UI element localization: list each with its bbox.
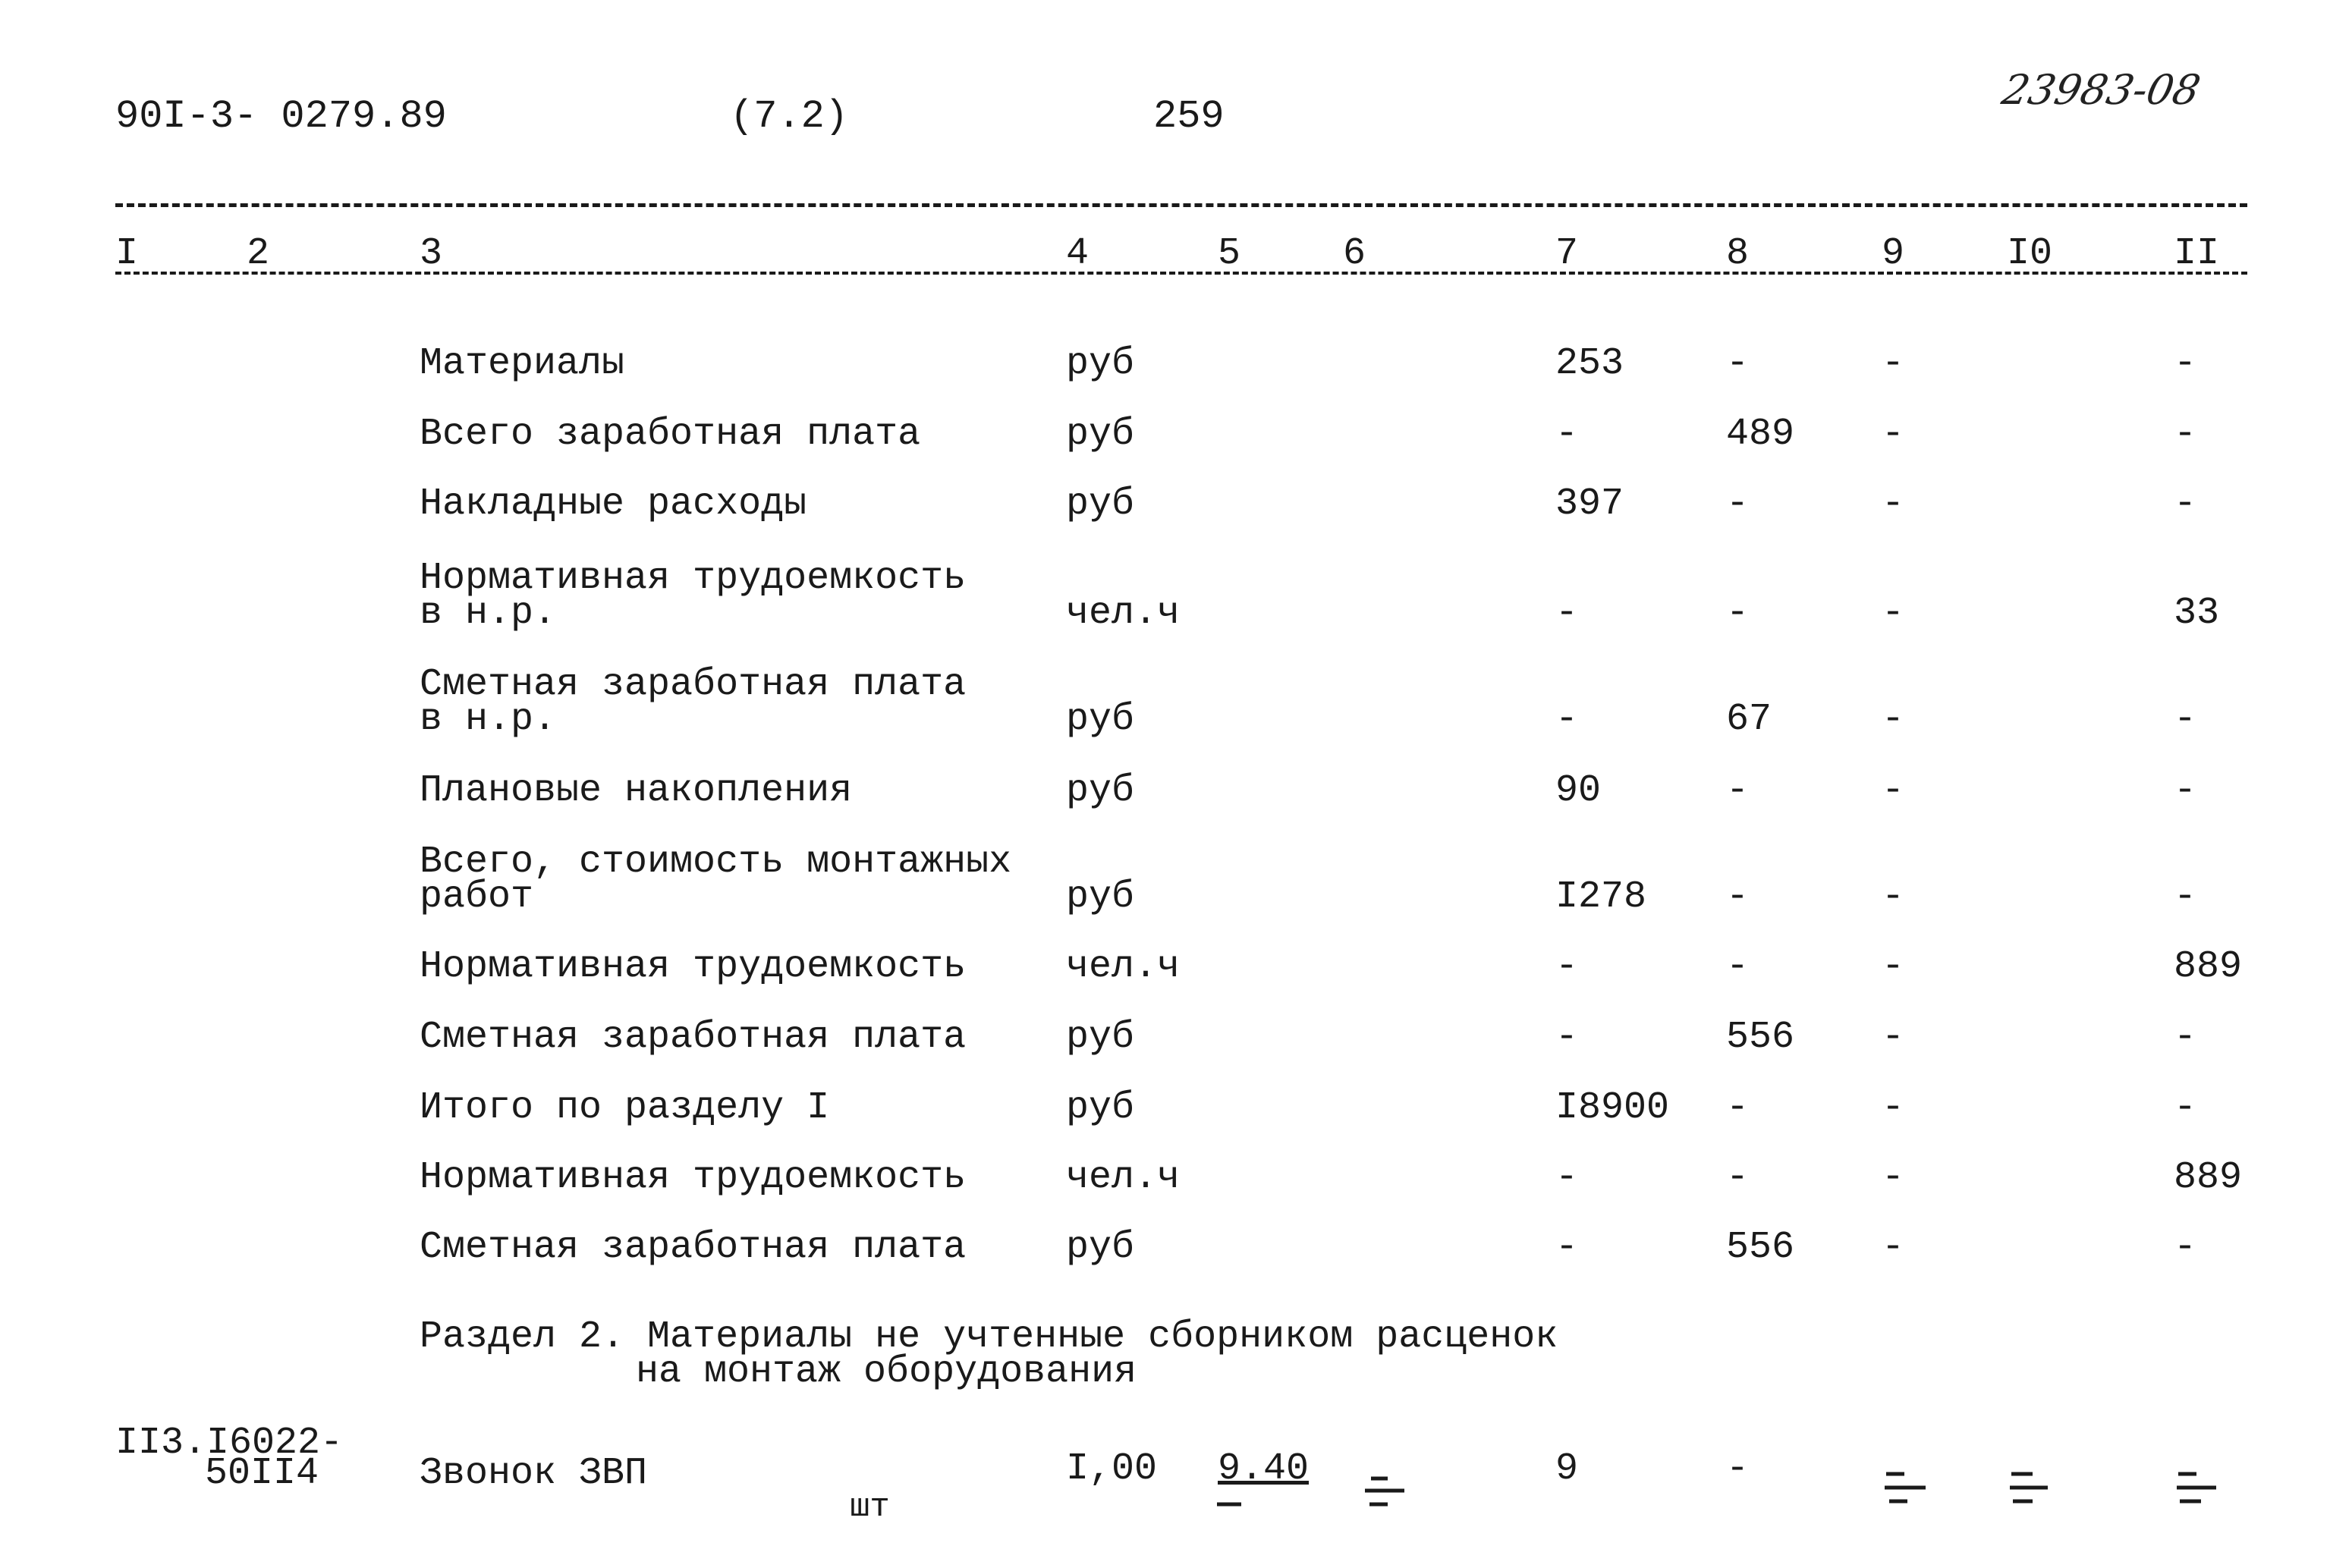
row-unit: руб [1066,342,1135,385]
row-col8: 67 [1726,698,1772,741]
row-col8: - [1726,482,1750,526]
row-name-line2: работ [420,875,534,919]
row-unit: чел.ч [1066,592,1181,635]
row-col11: - [2174,1086,2197,1130]
row-col7: - [1555,945,1579,988]
column-header-underline [115,272,2247,275]
row-col11: 889 [2174,1156,2243,1199]
row-col9: - [1882,342,1905,385]
row-name-line2: в н.р. [420,698,557,741]
item-name: Звонок ЗВП [420,1452,648,1495]
row-unit: чел.ч [1066,1156,1181,1199]
col-head-8: 8 [1726,232,1750,275]
row-col8: 489 [1726,413,1795,456]
row-col7: I8900 [1555,1086,1670,1130]
ditto-mark-icon [1214,1498,1244,1513]
row-col8: - [1726,1156,1750,1199]
row-unit: руб [1066,875,1135,919]
col-head-7: 7 [1555,232,1579,275]
row-name: Плановые накопления [420,769,853,812]
row-col11: - [2174,1016,2197,1059]
row-name: Сметная заработная плата [420,1016,967,1059]
row-col8: - [1726,945,1750,988]
row-col8: - [1726,342,1750,385]
row-unit: чел.ч [1066,945,1181,988]
ditto-mark-icon [1362,1468,1407,1513]
section-2-title-line1: Раздел 2. Материалы не учтенные сборником расценок [420,1315,1558,1359]
row-col11: 889 [2174,945,2243,988]
row-col11: 33 [2174,592,2220,635]
col-head-10: I0 [2007,232,2053,275]
row-name: Нормативная трудоемкость [420,945,967,988]
col-head-2: 2 [247,232,270,275]
col-head-6: 6 [1343,232,1366,275]
ditto-mark-icon [1882,1460,1927,1513]
row-name: Всего заработная плата [420,413,921,456]
row-col9: - [1882,1156,1905,1199]
row-col7: - [1555,592,1579,635]
row-col8: - [1726,769,1750,812]
row-col7: - [1555,1226,1579,1269]
row-col7: - [1555,698,1579,741]
item-quantity: I,00 [1066,1447,1158,1491]
row-unit: руб [1066,413,1135,456]
dashed-separator [115,203,2247,207]
row-col7: - [1555,1156,1579,1199]
row-name-line1: Сметная заработная плата [420,663,967,706]
row-name: Нормативная трудоемкость [420,1156,967,1199]
row-name: Итого по разделу I [420,1086,830,1130]
row-col11: - [2174,875,2197,919]
row-col11: - [2174,342,2197,385]
row-col11: - [2174,413,2197,456]
row-unit: руб [1066,482,1135,526]
row-col7: 397 [1555,482,1624,526]
row-name: Накладные расходы [420,482,807,526]
item-code-line1: II3.I6022- [115,1422,344,1465]
row-unit: руб [1066,1086,1135,1130]
item-code-line2: 50II4 [205,1452,319,1495]
ditto-mark-icon [2174,1460,2219,1513]
row-col9: - [1882,1226,1905,1269]
row-col9: - [1882,592,1905,635]
col-head-3: 3 [420,232,443,275]
row-name: Материалы [420,342,625,385]
row-name-line1: Нормативная трудоемкость [420,557,967,600]
row-col8: 556 [1726,1016,1795,1059]
row-col7: - [1555,1016,1579,1059]
row-col8: - [1726,1086,1750,1130]
row-col7: - [1555,413,1579,456]
row-col9: - [1882,482,1905,526]
row-unit: руб [1066,1226,1135,1269]
row-col7: 90 [1555,769,1602,812]
item-col7: 9 [1555,1447,1579,1491]
item-unit: шт [850,1488,890,1526]
row-name: Сметная заработная плата [420,1226,967,1269]
page-number: 259 [1153,94,1225,139]
section-number: (7.2) [730,94,849,139]
row-col7: 253 [1555,342,1624,385]
row-col11: - [2174,1226,2197,1269]
row-unit: руб [1066,1016,1135,1059]
row-col11: - [2174,698,2197,741]
row-col9: - [1882,769,1905,812]
row-col7: I278 [1555,875,1647,919]
row-col8: 556 [1726,1226,1795,1269]
item-col8: - [1726,1447,1750,1491]
col-head-5: 5 [1218,232,1241,275]
row-col9: - [1882,875,1905,919]
row-col9: - [1882,1016,1905,1059]
row-col11: - [2174,482,2197,526]
row-col9: - [1882,945,1905,988]
row-col8: - [1726,875,1750,919]
item-price: 9.40 [1218,1447,1310,1491]
document-code: 90I-3- 0279.89 [115,94,447,139]
col-head-1: I [115,232,139,275]
row-col11: - [2174,769,2197,812]
row-unit: руб [1066,769,1135,812]
row-col9: - [1882,698,1905,741]
row-col9: - [1882,1086,1905,1130]
row-col9: - [1882,413,1905,456]
row-name-line1: Всего, стоимость монтажных [420,841,1012,884]
section-2-title-line2: на монтаж оборудования [636,1350,1137,1394]
col-head-4: 4 [1066,232,1090,275]
col-head-11: II [2174,232,2220,275]
col-head-9: 9 [1882,232,1905,275]
handwritten-stamp: 23983-08 [1998,66,2205,114]
ditto-mark-icon [2007,1460,2052,1513]
row-col8: - [1726,592,1750,635]
row-name-line2: в н.р. [420,592,557,635]
row-unit: руб [1066,698,1135,741]
